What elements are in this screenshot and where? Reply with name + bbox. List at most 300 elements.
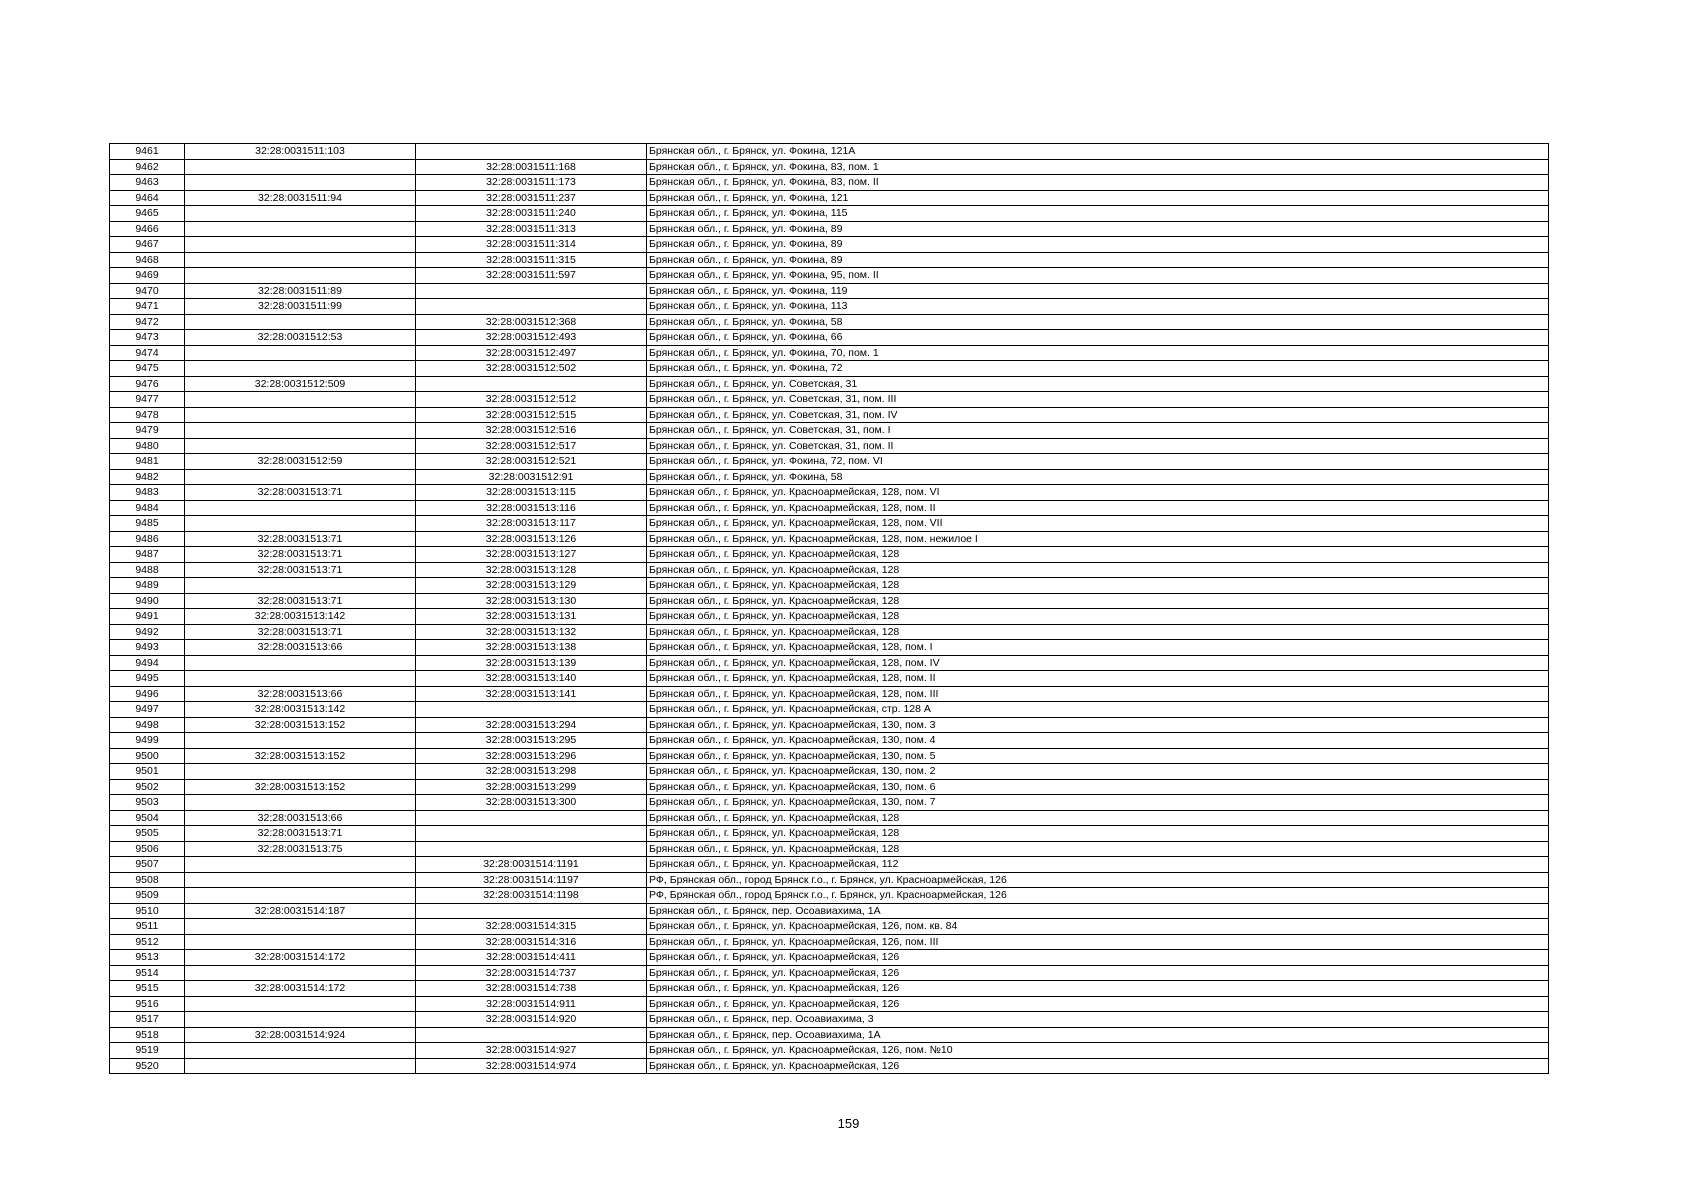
address-cell: Брянская обл., г. Брянск, ул. Красноармейская, 128 <box>647 578 1549 594</box>
land-plot-cadastral-number-cell <box>185 221 416 237</box>
object-cadastral-number-cell: 32:28:0031511:313 <box>416 221 647 237</box>
table-row <box>110 950 1549 966</box>
object-cadastral-number-cell: 32:28:0031514:737 <box>416 965 647 981</box>
address-cell: Брянская обл., г. Брянск, ул. Красноармейская, 126 <box>647 950 1549 966</box>
address-cell: Брянская обл., г. Брянск, пер. Осоавиахима, 3 <box>647 1012 1549 1028</box>
row-number-cell: 9519 <box>110 1043 185 1059</box>
address-cell: Брянская обл., г. Брянск, ул. Красноармейская, 128 <box>647 624 1549 640</box>
object-cadastral-number-cell: 32:28:0031511:168 <box>416 159 647 175</box>
object-cadastral-number-cell: 32:28:0031513:129 <box>416 578 647 594</box>
land-plot-cadastral-number-cell <box>185 392 416 408</box>
land-plot-cadastral-number-cell: 32:28:0031511:94 <box>185 190 416 206</box>
object-cadastral-number-cell <box>416 299 647 315</box>
land-plot-cadastral-number-cell <box>185 888 416 904</box>
land-plot-cadastral-number-cell <box>185 423 416 439</box>
object-cadastral-number-cell: 32:28:0031512:521 <box>416 454 647 470</box>
address-cell: Брянская обл., г. Брянск, пер. Осоавиахима, 1А <box>647 1027 1549 1043</box>
table-row <box>110 578 1549 594</box>
object-cadastral-number-cell: 32:28:0031513:295 <box>416 733 647 749</box>
row-number-cell: 9461 <box>110 144 185 160</box>
row-number-cell: 9463 <box>110 175 185 191</box>
object-cadastral-number-cell: 32:28:0031514:974 <box>416 1058 647 1074</box>
address-cell: Брянская обл., г. Брянск, ул. Красноармейская, 130, пом. 7 <box>647 795 1549 811</box>
land-plot-cadastral-number-cell: 32:28:0031514:172 <box>185 981 416 997</box>
row-number-cell: 9481 <box>110 454 185 470</box>
land-plot-cadastral-number-cell <box>185 655 416 671</box>
row-number-cell: 9491 <box>110 609 185 625</box>
row-number-cell: 9499 <box>110 733 185 749</box>
row-number-cell: 9480 <box>110 438 185 454</box>
table-row <box>110 1043 1549 1059</box>
table-row <box>110 903 1549 919</box>
row-number-cell: 9518 <box>110 1027 185 1043</box>
land-plot-cadastral-number-cell: 32:28:0031513:71 <box>185 826 416 842</box>
row-number-cell: 9489 <box>110 578 185 594</box>
land-plot-cadastral-number-cell <box>185 314 416 330</box>
land-plot-cadastral-number-cell: 32:28:0031513:152 <box>185 779 416 795</box>
row-number-cell: 9517 <box>110 1012 185 1028</box>
address-cell: Брянская обл., г. Брянск, ул. Красноармейская, 128 <box>647 562 1549 578</box>
land-plot-cadastral-number-cell: 32:28:0031513:71 <box>185 485 416 501</box>
page-number: 159 <box>837 1116 860 1131</box>
table-row <box>110 175 1549 191</box>
row-number-cell: 9507 <box>110 857 185 873</box>
table-row <box>110 392 1549 408</box>
table-row <box>110 996 1549 1012</box>
land-plot-cadastral-number-cell <box>185 578 416 594</box>
address-cell: Брянская обл., г. Брянск, ул. Красноармейская, 128, пом. II <box>647 500 1549 516</box>
table-row <box>110 144 1549 160</box>
object-cadastral-number-cell: 32:28:0031513:117 <box>416 516 647 532</box>
table-row <box>110 345 1549 361</box>
address-cell: Брянская обл., г. Брянск, ул. Красноармейская, 130, пом. 6 <box>647 779 1549 795</box>
address-cell: Брянская обл., г. Брянск, ул. Фокина, 115 <box>647 206 1549 222</box>
land-plot-cadastral-number-cell <box>185 1012 416 1028</box>
table-row <box>110 500 1549 516</box>
land-plot-cadastral-number-cell <box>185 996 416 1012</box>
address-cell: Брянская обл., г. Брянск, ул. Красноармейская, 126 <box>647 981 1549 997</box>
land-plot-cadastral-number-cell <box>185 361 416 377</box>
land-plot-cadastral-number-cell <box>185 733 416 749</box>
row-number-cell: 9466 <box>110 221 185 237</box>
table-row <box>110 919 1549 935</box>
address-cell: Брянская обл., г. Брянск, ул. Фокина, 113 <box>647 299 1549 315</box>
row-number-cell: 9520 <box>110 1058 185 1074</box>
land-plot-cadastral-number-cell <box>185 345 416 361</box>
row-number-cell: 9514 <box>110 965 185 981</box>
address-cell: Брянская обл., г. Брянск, ул. Фокина, 58 <box>647 314 1549 330</box>
address-cell: Брянская обл., г. Брянск, ул. Красноармейская, 126 <box>647 996 1549 1012</box>
land-plot-cadastral-number-cell: 32:28:0031512:59 <box>185 454 416 470</box>
row-number-cell: 9493 <box>110 640 185 656</box>
object-cadastral-number-cell: 32:28:0031514:911 <box>416 996 647 1012</box>
object-cadastral-number-cell <box>416 903 647 919</box>
address-cell: Брянская обл., г. Брянск, ул. Красноармейская, 128 <box>647 826 1549 842</box>
object-cadastral-number-cell: 32:28:0031512:515 <box>416 407 647 423</box>
cadastral-registry-table <box>109 143 1549 1074</box>
row-number-cell: 9471 <box>110 299 185 315</box>
table-row <box>110 764 1549 780</box>
table-row <box>110 330 1549 346</box>
land-plot-cadastral-number-cell: 32:28:0031513:142 <box>185 702 416 718</box>
table-row <box>110 795 1549 811</box>
object-cadastral-number-cell: 32:28:0031513:132 <box>416 624 647 640</box>
object-cadastral-number-cell: 32:28:0031513:140 <box>416 671 647 687</box>
address-cell: Брянская обл., г. Брянск, ул. Красноармейская, 130, пом. 3 <box>647 717 1549 733</box>
row-number-cell: 9511 <box>110 919 185 935</box>
address-cell: РФ, Брянская обл., город Брянск г.о., г. Брянск, ул. Красноармейская, 126 <box>647 888 1549 904</box>
address-cell: Брянская обл., г. Брянск, ул. Красноармейская, 128, пом. II <box>647 671 1549 687</box>
address-cell: Брянская обл., г. Брянск, ул. Советская, 31, пом. II <box>647 438 1549 454</box>
land-plot-cadastral-number-cell <box>185 1058 416 1074</box>
address-cell: Брянская обл., г. Брянск, ул. Фокина, 58 <box>647 469 1549 485</box>
object-cadastral-number-cell: 32:28:0031511:597 <box>416 268 647 284</box>
object-cadastral-number-cell <box>416 702 647 718</box>
land-plot-cadastral-number-cell <box>185 934 416 950</box>
land-plot-cadastral-number-cell: 32:28:0031514:172 <box>185 950 416 966</box>
table-row <box>110 438 1549 454</box>
address-cell: Брянская обл., г. Брянск, ул. Фокина, 72, пом. VI <box>647 454 1549 470</box>
land-plot-cadastral-number-cell <box>185 175 416 191</box>
address-cell: Брянская обл., г. Брянск, ул. Красноармейская, 126, пом. кв. 84 <box>647 919 1549 935</box>
table-row <box>110 624 1549 640</box>
address-cell: Брянская обл., г. Брянск, ул. Советская, 31 <box>647 376 1549 392</box>
address-cell: Брянская обл., г. Брянск, ул. Советская, 31, пом. I <box>647 423 1549 439</box>
address-cell: Брянская обл., г. Брянск, ул. Красноармейская, 126 <box>647 965 1549 981</box>
object-cadastral-number-cell <box>416 376 647 392</box>
land-plot-cadastral-number-cell: 32:28:0031513:71 <box>185 547 416 563</box>
row-number-cell: 9496 <box>110 686 185 702</box>
address-cell: Брянская обл., г. Брянск, ул. Красноармейская, 126 <box>647 1058 1549 1074</box>
object-cadastral-number-cell: 32:28:0031514:1197 <box>416 872 647 888</box>
row-number-cell: 9488 <box>110 562 185 578</box>
address-cell: Брянская обл., г. Брянск, ул. Красноармейская, 112 <box>647 857 1549 873</box>
land-plot-cadastral-number-cell: 32:28:0031513:152 <box>185 748 416 764</box>
land-plot-cadastral-number-cell <box>185 159 416 175</box>
land-plot-cadastral-number-cell: 32:28:0031513:71 <box>185 562 416 578</box>
row-number-cell: 9503 <box>110 795 185 811</box>
address-cell: Брянская обл., г. Брянск, ул. Красноармейская, 128 <box>647 609 1549 625</box>
object-cadastral-number-cell: 32:28:0031514:927 <box>416 1043 647 1059</box>
object-cadastral-number-cell: 32:28:0031513:127 <box>416 547 647 563</box>
table-row <box>110 717 1549 733</box>
address-cell: Брянская обл., г. Брянск, ул. Красноармейская, 126, пом. №10 <box>647 1043 1549 1059</box>
object-cadastral-number-cell: 32:28:0031514:1191 <box>416 857 647 873</box>
land-plot-cadastral-number-cell: 32:28:0031513:75 <box>185 841 416 857</box>
row-number-cell: 9468 <box>110 252 185 268</box>
land-plot-cadastral-number-cell <box>185 764 416 780</box>
land-plot-cadastral-number-cell <box>185 206 416 222</box>
table-row <box>110 190 1549 206</box>
table-row <box>110 531 1549 547</box>
land-plot-cadastral-number-cell <box>185 407 416 423</box>
table-row <box>110 547 1549 563</box>
table-row <box>110 888 1549 904</box>
land-plot-cadastral-number-cell: 32:28:0031513:66 <box>185 810 416 826</box>
table-row <box>110 671 1549 687</box>
address-cell: Брянская обл., г. Брянск, пер. Осоавиахима, 1А <box>647 903 1549 919</box>
table-row <box>110 268 1549 284</box>
land-plot-cadastral-number-cell: 32:28:0031514:924 <box>185 1027 416 1043</box>
table-row <box>110 872 1549 888</box>
address-cell: Брянская обл., г. Брянск, ул. Фокина, 70, пом. 1 <box>647 345 1549 361</box>
land-plot-cadastral-number-cell: 32:28:0031513:71 <box>185 531 416 547</box>
land-plot-cadastral-number-cell: 32:28:0031511:99 <box>185 299 416 315</box>
row-number-cell: 9494 <box>110 655 185 671</box>
land-plot-cadastral-number-cell: 32:28:0031513:142 <box>185 609 416 625</box>
address-cell: Брянская обл., г. Брянск, ул. Красноармейская, 128 <box>647 841 1549 857</box>
table-row <box>110 314 1549 330</box>
row-number-cell: 9510 <box>110 903 185 919</box>
table-row <box>110 206 1549 222</box>
table-row <box>110 562 1549 578</box>
row-number-cell: 9486 <box>110 531 185 547</box>
object-cadastral-number-cell <box>416 1027 647 1043</box>
object-cadastral-number-cell <box>416 144 647 160</box>
table-row <box>110 376 1549 392</box>
address-cell: Брянская обл., г. Брянск, ул. Фокина, 83, пом. II <box>647 175 1549 191</box>
table-row <box>110 779 1549 795</box>
table-row <box>110 857 1549 873</box>
object-cadastral-number-cell: 32:28:0031512:516 <box>416 423 647 439</box>
object-cadastral-number-cell: 32:28:0031513:299 <box>416 779 647 795</box>
land-plot-cadastral-number-cell <box>185 919 416 935</box>
object-cadastral-number-cell: 32:28:0031514:1198 <box>416 888 647 904</box>
row-number-cell: 9498 <box>110 717 185 733</box>
row-number-cell: 9495 <box>110 671 185 687</box>
row-number-cell: 9474 <box>110 345 185 361</box>
row-number-cell: 9478 <box>110 407 185 423</box>
land-plot-cadastral-number-cell: 32:28:0031512:53 <box>185 330 416 346</box>
row-number-cell: 9500 <box>110 748 185 764</box>
land-plot-cadastral-number-cell <box>185 965 416 981</box>
land-plot-cadastral-number-cell: 32:28:0031511:103 <box>185 144 416 160</box>
row-number-cell: 9490 <box>110 593 185 609</box>
row-number-cell: 9467 <box>110 237 185 253</box>
address-cell: Брянская обл., г. Брянск, ул. Красноармейская, стр. 128 А <box>647 702 1549 718</box>
object-cadastral-number-cell: 32:28:0031511:237 <box>416 190 647 206</box>
object-cadastral-number-cell: 32:28:0031513:300 <box>416 795 647 811</box>
table-row <box>110 841 1549 857</box>
land-plot-cadastral-number-cell <box>185 1043 416 1059</box>
address-cell: Брянская обл., г. Брянск, ул. Красноармейская, 130, пом. 2 <box>647 764 1549 780</box>
table-row <box>110 965 1549 981</box>
row-number-cell: 9504 <box>110 810 185 826</box>
land-plot-cadastral-number-cell <box>185 516 416 532</box>
object-cadastral-number-cell <box>416 283 647 299</box>
land-plot-cadastral-number-cell <box>185 438 416 454</box>
table-row <box>110 748 1549 764</box>
table-row <box>110 655 1549 671</box>
row-number-cell: 9477 <box>110 392 185 408</box>
address-cell: Брянская обл., г. Брянск, ул. Фокина, 89 <box>647 252 1549 268</box>
table-row <box>110 686 1549 702</box>
table-row <box>110 423 1549 439</box>
object-cadastral-number-cell: 32:28:0031512:512 <box>416 392 647 408</box>
row-number-cell: 9483 <box>110 485 185 501</box>
object-cadastral-number-cell: 32:28:0031512:517 <box>416 438 647 454</box>
row-number-cell: 9492 <box>110 624 185 640</box>
land-plot-cadastral-number-cell <box>185 237 416 253</box>
address-cell: Брянская обл., г. Брянск, ул. Фокина, 121А <box>647 144 1549 160</box>
table-row <box>110 1027 1549 1043</box>
object-cadastral-number-cell: 32:28:0031511:173 <box>416 175 647 191</box>
address-cell: Брянская обл., г. Брянск, ул. Красноармейская, 128, пом. VI <box>647 485 1549 501</box>
row-number-cell: 9464 <box>110 190 185 206</box>
address-cell: Брянская обл., г. Брянск, ул. Фокина, 83, пом. 1 <box>647 159 1549 175</box>
object-cadastral-number-cell: 32:28:0031513:130 <box>416 593 647 609</box>
address-cell: Брянская обл., г. Брянск, ул. Фокина, 89 <box>647 237 1549 253</box>
address-cell: Брянская обл., г. Брянск, ул. Фокина, 72 <box>647 361 1549 377</box>
object-cadastral-number-cell: 32:28:0031513:131 <box>416 609 647 625</box>
table-row <box>110 826 1549 842</box>
row-number-cell: 9487 <box>110 547 185 563</box>
object-cadastral-number-cell: 32:28:0031513:139 <box>416 655 647 671</box>
row-number-cell: 9469 <box>110 268 185 284</box>
address-cell: Брянская обл., г. Брянск, ул. Красноармейская, 128 <box>647 810 1549 826</box>
object-cadastral-number-cell: 32:28:0031511:314 <box>416 237 647 253</box>
object-cadastral-number-cell: 32:28:0031514:920 <box>416 1012 647 1028</box>
land-plot-cadastral-number-cell: 32:28:0031513:71 <box>185 624 416 640</box>
row-number-cell: 9502 <box>110 779 185 795</box>
land-plot-cadastral-number-cell <box>185 671 416 687</box>
object-cadastral-number-cell: 32:28:0031512:368 <box>416 314 647 330</box>
address-cell: Брянская обл., г. Брянск, ул. Фокина, 119 <box>647 283 1549 299</box>
table-row <box>110 593 1549 609</box>
table-row <box>110 702 1549 718</box>
table-row <box>110 485 1549 501</box>
table-row <box>110 159 1549 175</box>
land-plot-cadastral-number-cell <box>185 872 416 888</box>
object-cadastral-number-cell: 32:28:0031513:298 <box>416 764 647 780</box>
table-row <box>110 733 1549 749</box>
row-number-cell: 9505 <box>110 826 185 842</box>
address-cell: Брянская обл., г. Брянск, ул. Красноармейская, 130, пом. 5 <box>647 748 1549 764</box>
table-row <box>110 934 1549 950</box>
object-cadastral-number-cell: 32:28:0031514:315 <box>416 919 647 935</box>
table-row <box>110 361 1549 377</box>
address-cell: Брянская обл., г. Брянск, ул. Красноармейская, 128, пом. III <box>647 686 1549 702</box>
address-cell: Брянская обл., г. Брянск, ул. Красноармейская, 128 <box>647 547 1549 563</box>
table-row <box>110 469 1549 485</box>
table-row <box>110 609 1549 625</box>
object-cadastral-number-cell: 32:28:0031512:493 <box>416 330 647 346</box>
table-row <box>110 640 1549 656</box>
row-number-cell: 9484 <box>110 500 185 516</box>
row-number-cell: 9472 <box>110 314 185 330</box>
land-plot-cadastral-number-cell <box>185 469 416 485</box>
object-cadastral-number-cell: 32:28:0031514:738 <box>416 981 647 997</box>
object-cadastral-number-cell: 32:28:0031513:141 <box>416 686 647 702</box>
land-plot-cadastral-number-cell: 32:28:0031513:66 <box>185 686 416 702</box>
land-plot-cadastral-number-cell: 32:28:0031512:509 <box>185 376 416 392</box>
land-plot-cadastral-number-cell: 32:28:0031513:66 <box>185 640 416 656</box>
land-plot-cadastral-number-cell: 32:28:0031513:152 <box>185 717 416 733</box>
object-cadastral-number-cell: 32:28:0031513:115 <box>416 485 647 501</box>
land-plot-cadastral-number-cell: 32:28:0031513:71 <box>185 593 416 609</box>
object-cadastral-number-cell: 32:28:0031513:294 <box>416 717 647 733</box>
row-number-cell: 9515 <box>110 981 185 997</box>
address-cell: Брянская обл., г. Брянск, ул. Красноармейская, 128, пом. VII <box>647 516 1549 532</box>
land-plot-cadastral-number-cell <box>185 857 416 873</box>
registry-table-body <box>110 144 1549 1074</box>
address-cell: Брянская обл., г. Брянск, ул. Красноармейская, 126, пом. III <box>647 934 1549 950</box>
land-plot-cadastral-number-cell: 32:28:0031514:187 <box>185 903 416 919</box>
row-number-cell: 9513 <box>110 950 185 966</box>
table-row <box>110 283 1549 299</box>
address-cell: Брянская обл., г. Брянск, ул. Советская, 31, пом. III <box>647 392 1549 408</box>
row-number-cell: 9475 <box>110 361 185 377</box>
table-row <box>110 407 1549 423</box>
table-row <box>110 1058 1549 1074</box>
object-cadastral-number-cell <box>416 841 647 857</box>
row-number-cell: 9508 <box>110 872 185 888</box>
address-cell: РФ, Брянская обл., город Брянск г.о., г. Брянск, ул. Красноармейская, 126 <box>647 872 1549 888</box>
object-cadastral-number-cell: 32:28:0031512:502 <box>416 361 647 377</box>
row-number-cell: 9512 <box>110 934 185 950</box>
row-number-cell: 9479 <box>110 423 185 439</box>
table-row <box>110 237 1549 253</box>
object-cadastral-number-cell: 32:28:0031512:497 <box>416 345 647 361</box>
land-plot-cadastral-number-cell <box>185 500 416 516</box>
row-number-cell: 9476 <box>110 376 185 392</box>
object-cadastral-number-cell <box>416 826 647 842</box>
table-row <box>110 810 1549 826</box>
row-number-cell: 9516 <box>110 996 185 1012</box>
object-cadastral-number-cell: 32:28:0031513:126 <box>416 531 647 547</box>
object-cadastral-number-cell: 32:28:0031513:138 <box>416 640 647 656</box>
address-cell: Брянская обл., г. Брянск, ул. Фокина, 121 <box>647 190 1549 206</box>
object-cadastral-number-cell: 32:28:0031511:315 <box>416 252 647 268</box>
land-plot-cadastral-number-cell <box>185 268 416 284</box>
table-row <box>110 981 1549 997</box>
table-row <box>110 1012 1549 1028</box>
address-cell: Брянская обл., г. Брянск, ул. Красноармейская, 128, пом. нежилое I <box>647 531 1549 547</box>
table-row <box>110 299 1549 315</box>
row-number-cell: 9482 <box>110 469 185 485</box>
row-number-cell: 9506 <box>110 841 185 857</box>
address-cell: Брянская обл., г. Брянск, ул. Красноармейская, 130, пом. 4 <box>647 733 1549 749</box>
address-cell: Брянская обл., г. Брянск, ул. Красноармейская, 128, пом. I <box>647 640 1549 656</box>
address-cell: Брянская обл., г. Брянск, ул. Фокина, 66 <box>647 330 1549 346</box>
object-cadastral-number-cell: 32:28:0031513:128 <box>416 562 647 578</box>
table-row <box>110 516 1549 532</box>
row-number-cell: 9465 <box>110 206 185 222</box>
row-number-cell: 9497 <box>110 702 185 718</box>
object-cadastral-number-cell <box>416 810 647 826</box>
table-row <box>110 252 1549 268</box>
object-cadastral-number-cell: 32:28:0031514:411 <box>416 950 647 966</box>
object-cadastral-number-cell: 32:28:0031511:240 <box>416 206 647 222</box>
row-number-cell: 9485 <box>110 516 185 532</box>
object-cadastral-number-cell: 32:28:0031513:116 <box>416 500 647 516</box>
address-cell: Брянская обл., г. Брянск, ул. Красноармейская, 128, пом. IV <box>647 655 1549 671</box>
row-number-cell: 9470 <box>110 283 185 299</box>
object-cadastral-number-cell: 32:28:0031514:316 <box>416 934 647 950</box>
address-cell: Брянская обл., г. Брянск, ул. Фокина, 95, пом. II <box>647 268 1549 284</box>
object-cadastral-number-cell: 32:28:0031513:296 <box>416 748 647 764</box>
table-row <box>110 221 1549 237</box>
row-number-cell: 9473 <box>110 330 185 346</box>
row-number-cell: 9509 <box>110 888 185 904</box>
address-cell: Брянская обл., г. Брянск, ул. Фокина, 89 <box>647 221 1549 237</box>
address-cell: Брянская обл., г. Брянск, ул. Советская, 31, пом. IV <box>647 407 1549 423</box>
land-plot-cadastral-number-cell <box>185 252 416 268</box>
row-number-cell: 9462 <box>110 159 185 175</box>
object-cadastral-number-cell: 32:28:0031512:91 <box>416 469 647 485</box>
address-cell: Брянская обл., г. Брянск, ул. Красноармейская, 128 <box>647 593 1549 609</box>
land-plot-cadastral-number-cell <box>185 795 416 811</box>
